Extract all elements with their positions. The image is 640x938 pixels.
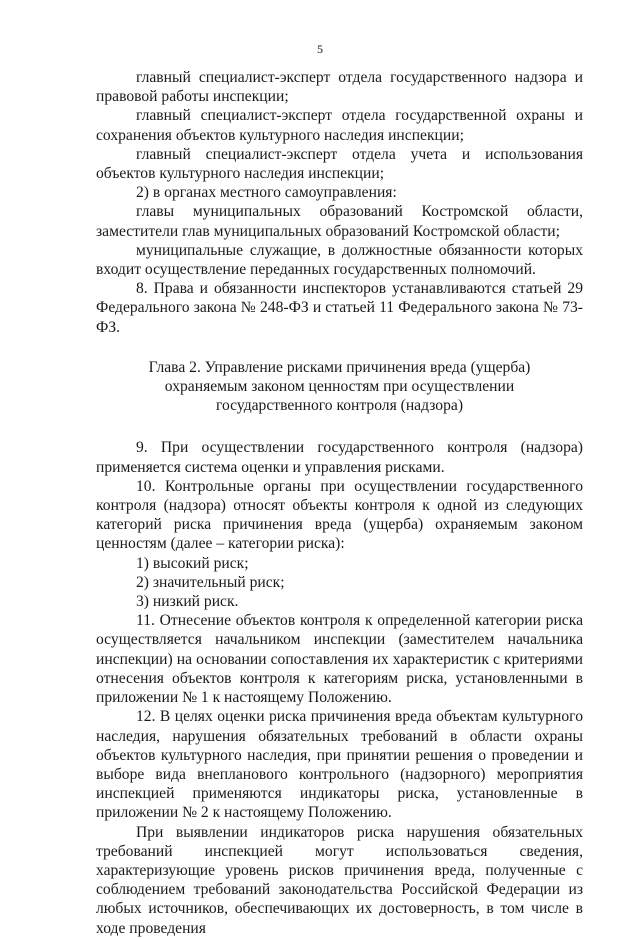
- chapter-heading-line: государственного контроля (надзора): [215, 397, 464, 415]
- page-number: 5: [317, 42, 323, 56]
- list-item: 1) высокий риск;: [136, 554, 249, 572]
- chapter-heading-line: охраняемым законом ценностям при осуществлении: [164, 378, 515, 396]
- paragraph: 11. Отнесение объектов контроля к определенной категории риска осуществляется начальником инспекции (заместителем начальника инспекции) на основании сопоставления их характеристик с критериями отнесения объектов контроля к категориям риска, установленными в приложении № 1 к настоящему Положению.: [96, 612, 583, 707]
- paragraph: главный специалист-эксперт отдела государственного надзора и правовой работы инспекции;: [96, 69, 583, 106]
- paragraph: При выявлении индикаторов риска нарушения обязательных требований инспекцией могут использоваться сведения, характеризующие уровень рисков причинения вреда, полученные с соблюдением требований законодательства Российской Федерации из любых источников, обеспечивающих их достоверность, в том числе в ходе проведения: [96, 823, 583, 937]
- paragraph: муниципальные служащие, в должностные обязанности которых входит осуществление переданных государственных полномочий.: [96, 241, 583, 279]
- chapter-heading-line: Глава 2. Управление рисками причинения вреда (ущерба): [148, 358, 531, 376]
- paragraph: главный специалист-эксперт отдела государственной охраны и сохранения объектов культурного наследия инспекции;: [96, 107, 583, 144]
- paragraph: 2) в органах местного самоуправления:: [136, 184, 397, 202]
- list-item: 2) значительный риск;: [136, 573, 285, 591]
- paragraph: главный специалист-эксперт отдела учета и использования объектов культурного наследия инспекции;: [96, 145, 583, 183]
- paragraph: 9. При осуществлении государственного контроля (надзора) применяется система оценки и управления рисками.: [96, 439, 583, 476]
- document-body: [96, 68, 583, 938]
- paragraph: 10. Контрольные органы при осуществлении государственного контроля (надзора) относят объекты контроля к одной из следующих категорий риска причинения вреда (ущерба) охраняемым законом ценностям (далее – категории риска):: [96, 477, 583, 553]
- paragraph: главы муниципальных образований Костромской области, заместители глав муниципальных образований Костромской области;: [96, 203, 583, 240]
- paragraph: 12. В целях оценки риска причинения вреда объектам культурного наследия, нарушения обязательных требований в области охраны объектов культурного наследия, при принятии решения о проведении и выборе вида внепланового контрольного (надзорного) мероприятия инспекцией применяются индикаторы риска, установленные в приложении № 2 к настоящему Положению.: [96, 708, 583, 822]
- chapter-heading: [96, 358, 583, 416]
- list-item: 3) низкий риск.: [136, 593, 239, 611]
- paragraph: 8. Права и обязанности инспекторов устанавливаются статьей 29 Федерального закона № 248-ФЗ и статьей 11 Федерального закона № 73-ФЗ.: [96, 280, 583, 336]
